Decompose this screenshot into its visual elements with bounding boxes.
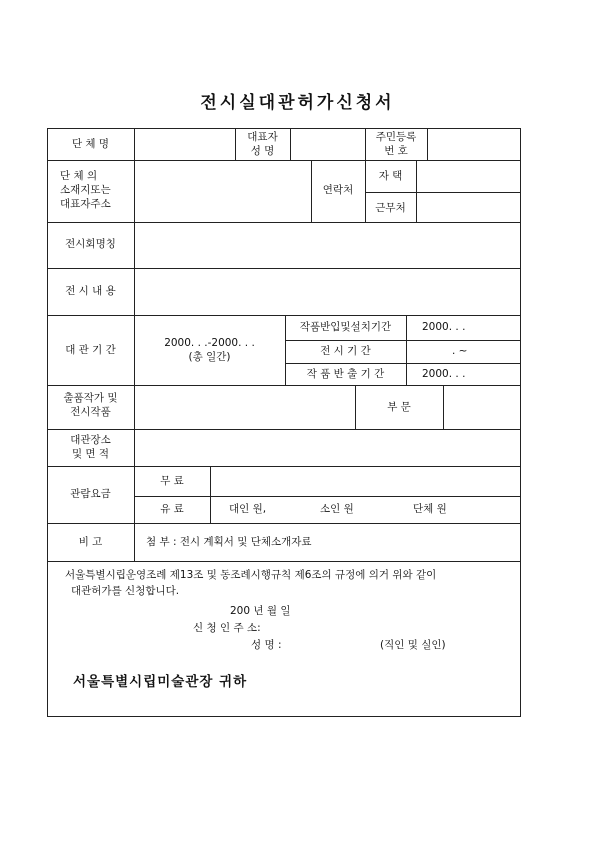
remarks-label: 비 고: [78, 536, 103, 548]
col-divider: [443, 385, 444, 429]
seal-note: (직인 및 실인): [380, 639, 446, 651]
contact-subdivider: [365, 192, 520, 193]
rep-name-label-2: 성 명: [250, 145, 275, 157]
adult-fee: 대인 원,: [229, 503, 267, 515]
venue-label-2: 및 면 적: [71, 448, 110, 460]
exhibition-name-label: 전시회명칭: [65, 238, 116, 250]
removal-period-value: 2000. . .: [422, 368, 466, 380]
exhibition-period-label: 전 시 기 간: [320, 345, 371, 357]
free-label: 무 료: [160, 475, 184, 487]
col-divider: [210, 466, 211, 523]
row-divider: [47, 385, 521, 386]
row-divider: [47, 222, 521, 223]
row-divider: [47, 315, 521, 316]
child-fee: 소인 원: [320, 503, 354, 515]
rep-name-label-1: 대표자: [247, 131, 278, 143]
row-divider: [47, 561, 521, 562]
home-phone-label: 자 택: [378, 170, 403, 182]
row-divider: [47, 466, 521, 467]
rental-period-label: 대 관 기 간: [65, 344, 116, 356]
contact-label: 연락처: [322, 184, 354, 196]
table-border-top: [47, 128, 521, 129]
col-divider: [416, 160, 417, 222]
admission-subdivider: [134, 496, 520, 497]
applicant-address: 신 청 인 주 소:: [193, 622, 261, 634]
statement-line-1: 서울특별시립운영조례 제13조 및 동조례시행규칙 제6조의 규정에 의거 위와 같이: [65, 569, 437, 581]
install-period-value: 2000. . .: [422, 321, 466, 333]
table-border-bottom: [47, 716, 521, 717]
table-border-left: [47, 128, 48, 716]
rental-period-total: (총 일간): [188, 351, 231, 363]
table-border-right: [520, 128, 521, 716]
document-title: 전시실대관허가신청서: [200, 93, 395, 113]
applicant-name: 성 명 :: [251, 639, 282, 651]
row-divider: [47, 160, 521, 161]
exhibition-period-value: . ~: [452, 345, 468, 357]
reg-no-label-1: 주민등록: [375, 131, 417, 143]
col-divider: [406, 315, 407, 385]
install-period-label: 작품반입및설치기간: [299, 321, 392, 333]
row-divider: [47, 268, 521, 269]
address-label-3: 대표자주소: [60, 198, 111, 210]
section-label: 부 문: [387, 401, 411, 413]
removal-period-label: 작 품 반 출 기 간: [306, 368, 385, 380]
addressee: 서울특별시립미술관장 귀하: [73, 674, 248, 690]
address-label-2: 소재지또는: [60, 184, 111, 196]
org-name-label: 단 체 명: [71, 138, 110, 150]
statement-line-2: 대관허가를 신청합니다.: [71, 585, 180, 597]
exhibition-content-label: 전 시 내 용: [65, 285, 116, 297]
col-divider: [290, 128, 291, 160]
rental-period-value: 2000. . .-2000. . .: [164, 337, 255, 349]
attachment-note: 첨 부 : 전시 계획서 및 단체소개자료: [146, 536, 312, 548]
reg-no-label-2: 번 호: [384, 145, 408, 157]
col-divider: [427, 128, 428, 160]
application-date: 200 년 월 일: [230, 605, 291, 617]
artist-label-1: 출품작가 및: [63, 392, 118, 404]
group-fee: 단체 원: [413, 503, 447, 515]
venue-label-1: 대관장소: [70, 434, 111, 446]
period-subdivider: [285, 340, 520, 341]
paid-label: 유 료: [160, 503, 184, 515]
period-subdivider: [285, 363, 520, 364]
artist-label-2: 전시작품: [70, 406, 111, 418]
admission-fee-label: 관람요금: [70, 488, 111, 500]
address-label-1: 단 체 의: [60, 170, 98, 182]
work-phone-label: 근무처: [375, 202, 406, 214]
row-divider: [47, 429, 521, 430]
row-divider: [47, 523, 521, 524]
